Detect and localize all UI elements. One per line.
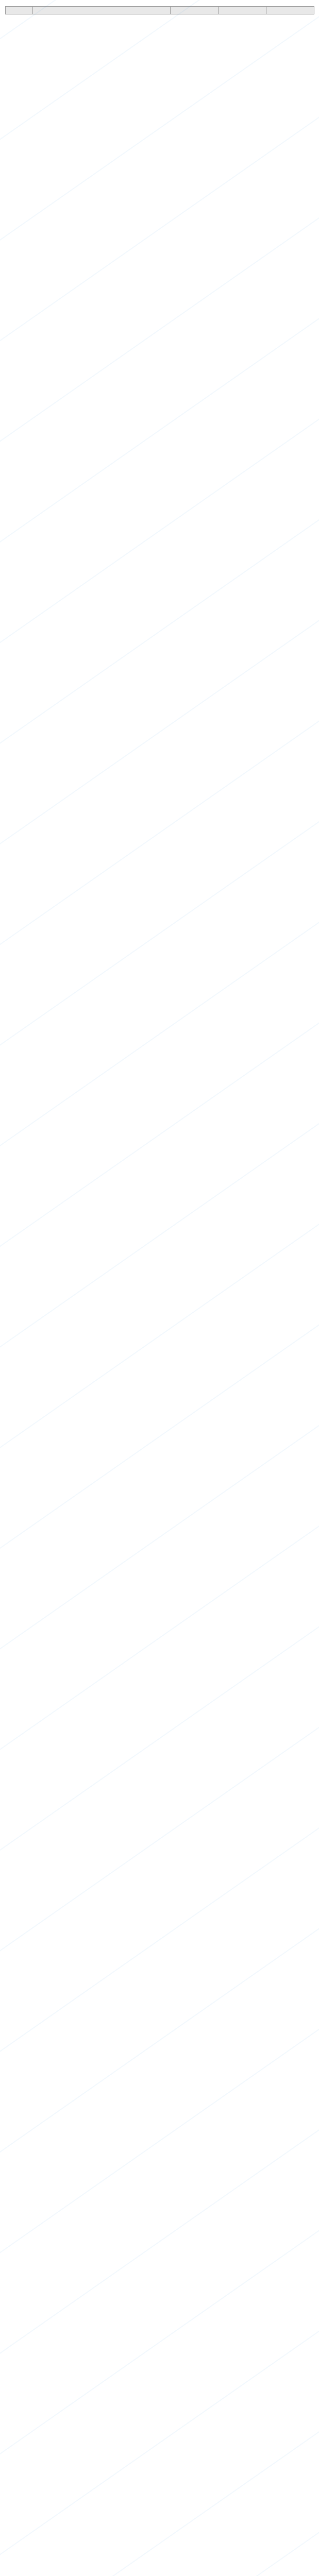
page-title — [0, 0, 319, 4]
header-plan — [170, 7, 218, 14]
header-code — [5, 7, 32, 14]
header-rank — [266, 7, 314, 14]
header-school — [32, 7, 170, 14]
table-header-row — [5, 7, 314, 14]
admission-table — [5, 6, 314, 14]
header-score — [218, 7, 266, 14]
